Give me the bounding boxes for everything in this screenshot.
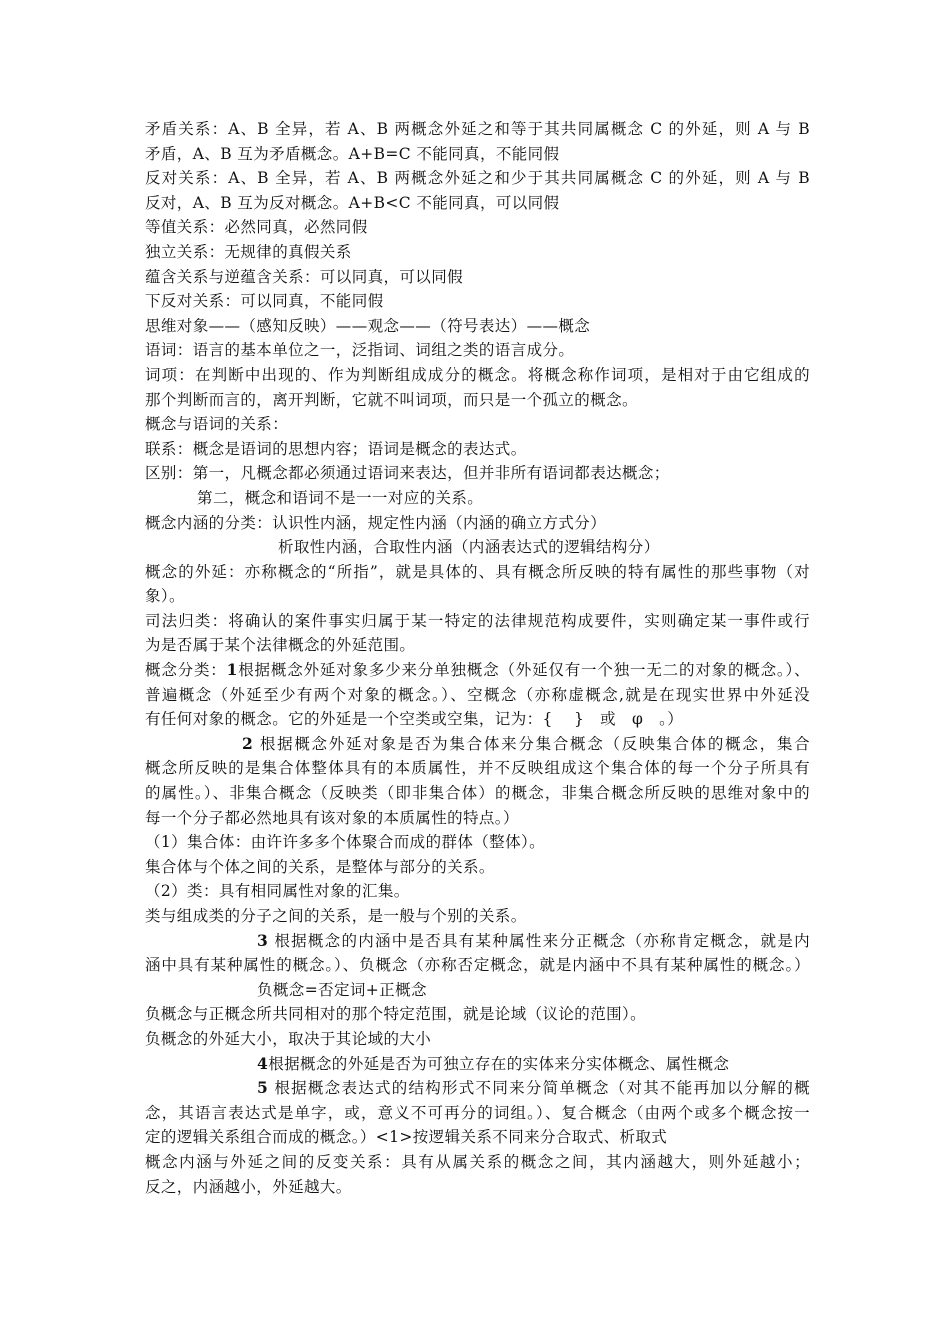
text-line: 概念内涵与外延之间的反变关系：具有从属关系的概念之间，其内涵越大，则外延越小； [145, 1152, 810, 1171]
text-line: 反对关系：A、B 全异，若 A、B 两概念外延之和少于其共同属概念 C 的外延，则 A 与 B [145, 169, 810, 188]
text-line: 集合体与个体之间的关系，是整体与部分的关系。 [145, 857, 495, 876]
text-line: 蕴含关系与逆蕴含关系：可以同真，可以同假 [145, 267, 464, 286]
text-line: 负概念与正概念所共同相对的那个特定范围，就是论域（议论的范围）。 [145, 1005, 647, 1024]
text-line: 语词：语言的基本单位之一，泛指词、词组之类的语言成分。 [145, 341, 575, 360]
text-line: 念，其语言表达式是单字，或，意义不可再分的词组。）、复合概念（由两个或多个概念按一 [145, 1103, 810, 1122]
text-line [145, 929, 810, 954]
text-line: 词项：在判断中出现的、作为判断组成成分的概念。将概念称作词项，是相对于由它组成的 [145, 365, 810, 384]
text-line: 为是否属于某个法律概念的外延范围。 [145, 636, 416, 655]
text-line: 等值关系：必然同真，必然同假 [145, 218, 368, 237]
list-number: 2 [242, 733, 254, 753]
inline-text: 根据概念表达式的结构形式不同来分简单概念（对其不能再加以分解的概 [268, 1079, 810, 1098]
inline-text: 根据概念外延对象多少来分单独概念（外延仅有一个独一无二的对象的概念。）、 [237, 661, 810, 680]
text-line: 概念的外延：亦称概念的“所指”，就是具体的、具有概念所反映的特有属性的那些事物（对 [145, 562, 810, 581]
text-line: 独立关系：无规律的真假关系 [145, 242, 352, 261]
text-line: 第二，概念和语词不是一一对应的关系。 [197, 488, 484, 507]
text-line: 概念内涵的分类：认识性内涵，规定性内涵（内涵的确立方式分） [145, 513, 607, 532]
text-line: 的属性。）、非集合概念（反映类（即非集合体）的概念，非集合概念所反映的思维对象中的 [145, 784, 810, 803]
text-line: 区别：第一，凡概念都必须通过语词来表达，但并非所有语词都表达概念； [145, 464, 670, 483]
text-line: 负概念=否定词+正概念 [257, 980, 427, 999]
text-line: 概念所反映的是集合体整体具有的本质属性，并不反映组成这个集合体的每一个分子所具有 [145, 759, 810, 778]
inline-text: 根据概念的内涵中是否具有某种属性来分正概念（亦称肯定概念，就是内 [268, 931, 810, 950]
text-line [145, 1076, 810, 1101]
inline-label: 概念分类： [145, 661, 227, 680]
list-number: 5 [257, 1078, 269, 1098]
text-line: 普遍概念（外延至少有两个对象的概念。）、空概念（亦称虚概念,就是在现实世界中外延没 [145, 685, 810, 704]
text-line: 象）。 [145, 587, 185, 606]
text-line: 有任何对象的概念。它的外延是一个空类或空集，记为：{ } 或 φ 。） [145, 710, 684, 729]
text-line [145, 658, 810, 683]
text-line: 那个判断而言的，离开判断，它就不叫词项，而只是一个孤立的概念。 [145, 390, 638, 409]
document-page [145, 117, 810, 1199]
text-line: 联系：概念是语词的思想内容；语词是概念的表达式。 [145, 439, 527, 458]
inline-text: 根据概念外延对象是否为集合体来分集合概念（反映集合体的概念，集合 [253, 734, 810, 753]
text-line: 司法归类：将确认的案件事实归属于某一特定的法律规范构成要件，实则确定某一事件或行 [145, 611, 810, 630]
list-number: 3 [257, 930, 269, 950]
text-line: 反之，内涵越小，外延越大。 [145, 1177, 352, 1196]
text-line: 反对，A、B 互为反对概念。A+B<C 不能同真，可以同假 [145, 193, 560, 212]
list-number: 4 [257, 1053, 269, 1073]
text-line: 概念与语词的关系： [145, 415, 289, 434]
text-line [145, 732, 810, 757]
text-line: 下反对关系：可以同真，不能同假 [145, 292, 384, 311]
text-line: （1）集合体：由许许多多个体聚合而成的群体（整体）。 [145, 833, 546, 852]
text-line [145, 1052, 810, 1077]
text-line: 矛盾关系：A、B 全异，若 A、B 两概念外延之和等于其共同属概念 C 的外延，则 A 与 B [145, 120, 810, 138]
list-number: 1 [226, 660, 238, 680]
text-line: 矛盾，A、B 互为矛盾概念。A+B=C 不能同真，不能同假 [145, 144, 560, 163]
text-line: 定的逻辑关系组合而成的概念。）<1>按逻辑关系不同来分合取式、析取式 [145, 1128, 668, 1147]
text-line: 负概念的外延大小，取决于其论域的大小 [145, 1029, 432, 1048]
text-line: 思维对象——（感知反映）——观念——（符号表达）——概念 [145, 316, 591, 335]
text-line: 析取性内涵，合取性内涵（内涵表达式的逻辑结构分） [278, 538, 660, 557]
text-line: （2）类：具有相同属性对象的汇集。 [145, 882, 410, 901]
text-line: 涵中具有某种属性的概念。）、负概念（亦称否定概念，就是内涵中不具有某种属性的概念。） [145, 956, 810, 975]
text-line: 每一个分子都必然地具有该对象的本质属性的特点。） [145, 808, 519, 827]
text-line: 类与组成类的分子之间的关系，是一般与个别的关系。 [145, 907, 527, 925]
inline-text: 根据概念的外延是否为可独立存在的实体来分实体概念、属性概念 [268, 1054, 730, 1073]
